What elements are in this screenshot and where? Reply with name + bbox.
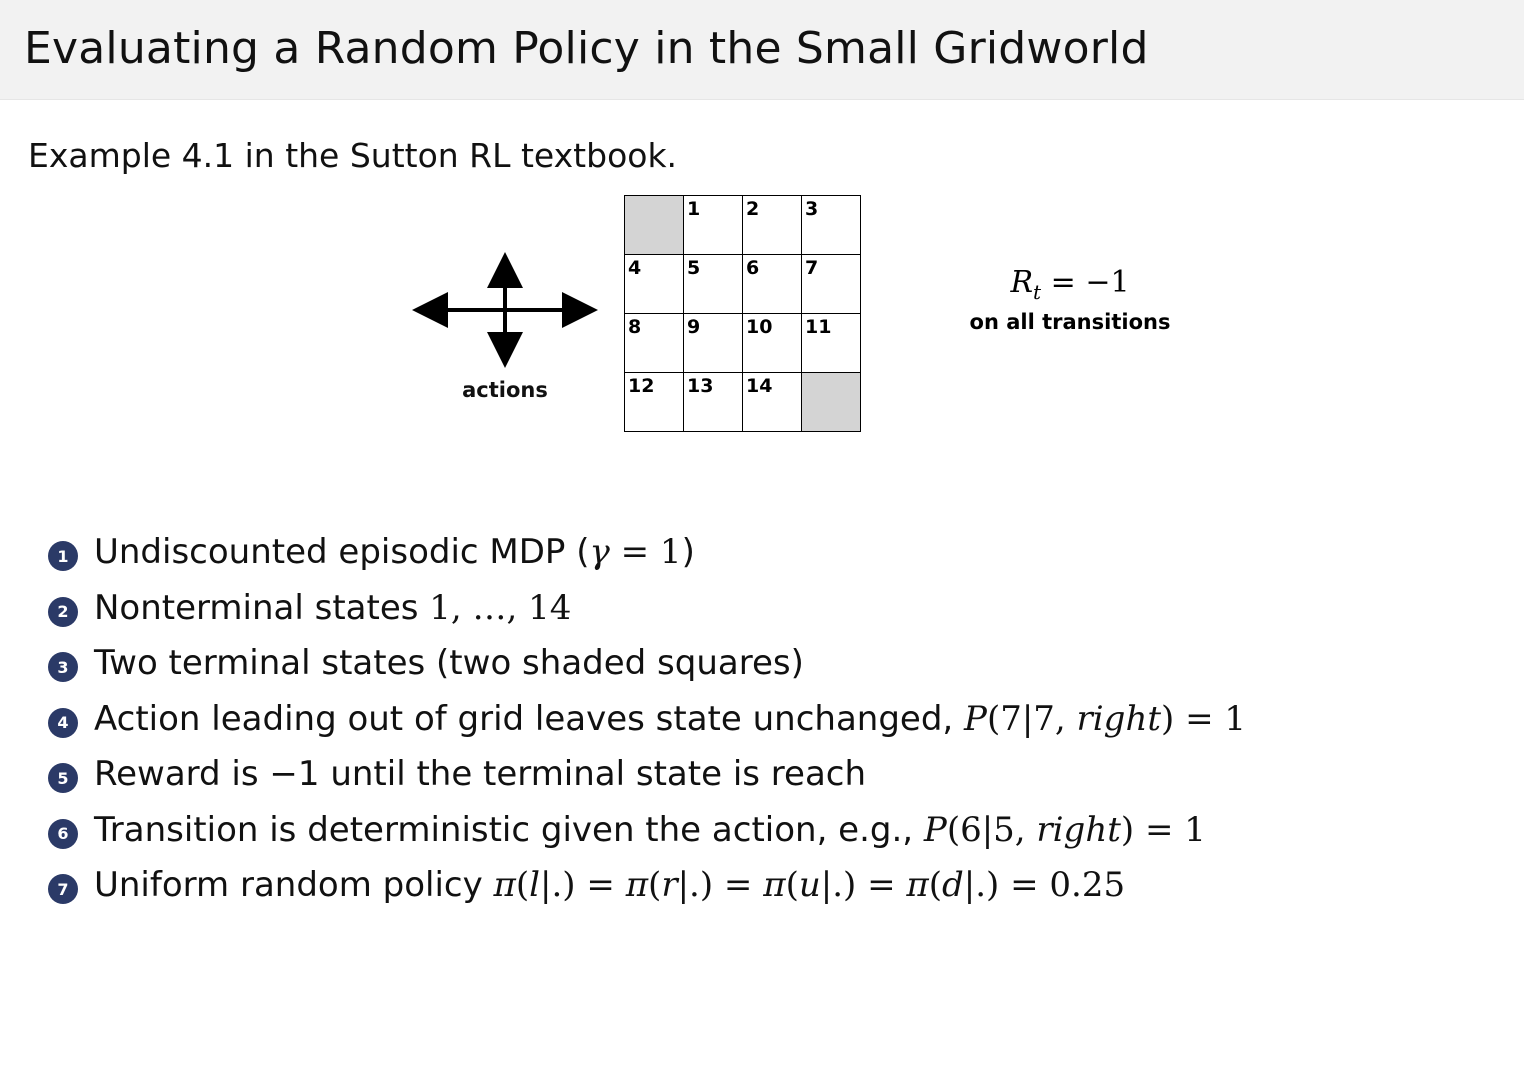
grid-cell: 5 xyxy=(684,255,743,314)
page-title: Evaluating a Random Policy in the Small Gridworld xyxy=(24,23,1149,75)
grid-body xyxy=(625,196,861,432)
list-item-number: 3 xyxy=(48,652,78,682)
grid-row xyxy=(625,255,861,314)
grid-cell: 2 xyxy=(743,196,802,255)
list-item-number: 5 xyxy=(48,763,78,793)
reward-subscript: t xyxy=(1033,280,1042,304)
list-item-number: 4 xyxy=(48,708,78,738)
bullet-list xyxy=(48,531,1524,907)
list-item-number: 2 xyxy=(48,597,78,627)
grid-row xyxy=(625,314,861,373)
list-item-text: Uniform random policy π(l|.) = π(r|.) = π(u|.) = π(d|.) = 0.25 xyxy=(94,865,1126,905)
grid-cell: 6 xyxy=(743,255,802,314)
reward-annotation xyxy=(930,265,1210,334)
list-item xyxy=(48,531,1524,574)
reward-note: on all transitions xyxy=(969,310,1171,334)
grid-cell: 1 xyxy=(684,196,743,255)
grid-row xyxy=(625,373,861,432)
intro-text: Example 4.1 in the Sutton RL textbook. xyxy=(28,136,678,175)
grid-table xyxy=(624,195,861,432)
four-way-arrow-icon xyxy=(410,250,600,370)
grid-row xyxy=(625,196,861,255)
actions-diagram xyxy=(410,250,600,402)
list-item-number: 1 xyxy=(48,541,78,571)
grid-cell-terminal xyxy=(625,196,684,255)
grid-cell: 12 xyxy=(625,373,684,432)
grid-cell: 3 xyxy=(802,196,861,255)
list-item-text: Two terminal states (two shaded squares) xyxy=(94,643,804,683)
list-item xyxy=(48,587,1524,630)
list-item xyxy=(48,753,1524,796)
reward-equation xyxy=(930,265,1210,304)
actions-label: actions xyxy=(462,378,548,402)
list-item-text: Nonterminal states 1, …, 14 xyxy=(94,587,572,628)
grid-cell: 4 xyxy=(625,255,684,314)
reward-symbol: R xyxy=(1010,265,1034,300)
grid-cell: 14 xyxy=(743,373,802,432)
grid-cell-terminal xyxy=(802,373,861,432)
gridworld-figure xyxy=(0,195,1524,495)
grid-cell: 11 xyxy=(802,314,861,373)
list-item xyxy=(48,642,1524,685)
list-item-text: Reward is −1 until the terminal state is reach xyxy=(94,754,867,794)
list-item-text: Transition is deterministic given the action, e.g., P(6|5, right) = 1 xyxy=(94,809,1206,850)
list-item xyxy=(48,698,1524,741)
grid-cell: 7 xyxy=(802,255,861,314)
grid-cell: 9 xyxy=(684,314,743,373)
gridworld-grid xyxy=(624,195,861,432)
grid-cell: 10 xyxy=(743,314,802,373)
grid-cell: 8 xyxy=(625,314,684,373)
list-item xyxy=(48,809,1524,852)
list-item-text: Action leading out of grid leaves state unchanged, P(7|7, right) = 1 xyxy=(94,698,1246,739)
list-item xyxy=(48,864,1524,907)
list-item-text: Undiscounted episodic MDP (γ = 1) xyxy=(94,532,695,572)
list-item-number: 6 xyxy=(48,819,78,849)
grid-cell: 13 xyxy=(684,373,743,432)
list-item-number: 7 xyxy=(48,874,78,904)
reward-value: = −1 xyxy=(1050,265,1130,300)
slide-title-bar xyxy=(0,0,1524,100)
